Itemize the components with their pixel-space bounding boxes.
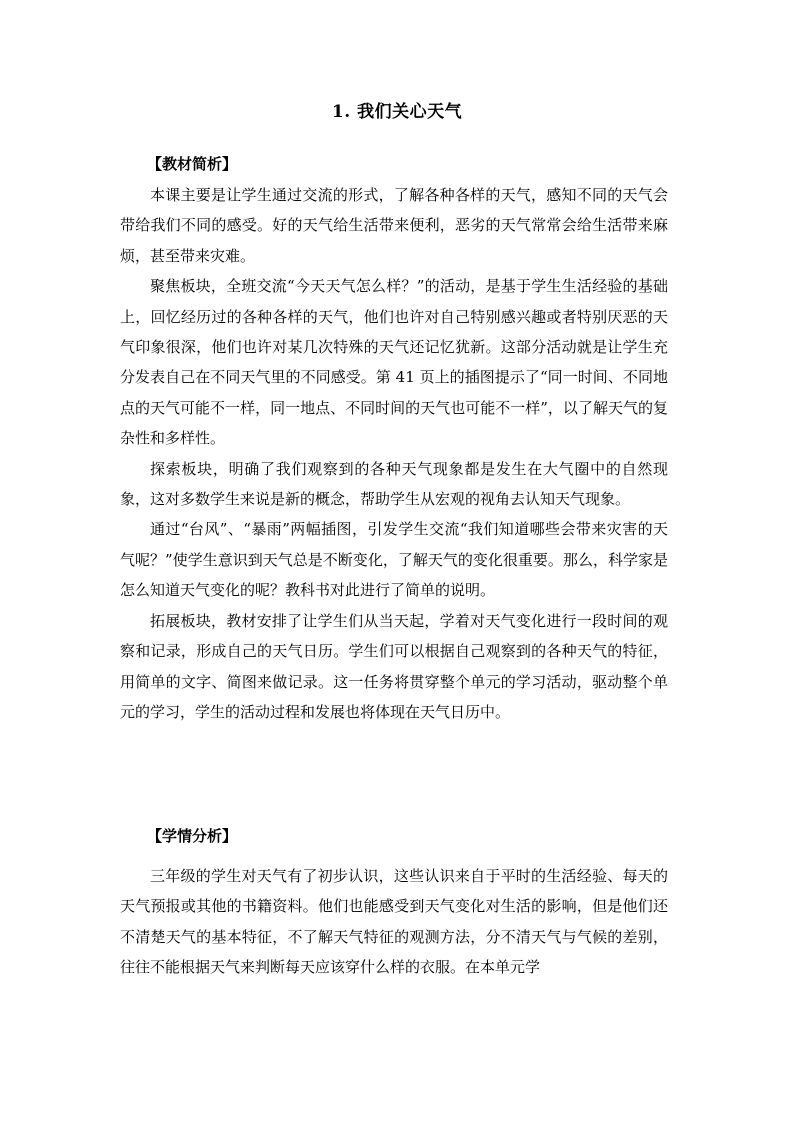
paragraph: 聚焦板块，全班交流“今天天气怎么样？”的活动，是基于学生生活经验的基础上，回忆经历过的各种各样的天气，他们也许对自己特别感兴趣或者特别厌恶的天气印象很深，他们也许对某几次特殊的天气还记忆犹新。这部分活动就是让学生充分发表自己在不同天气里的不同感受。第 41 页上的插图提示了“同一时间、不同地点的天气可能不一样，同一地点、不同时间的天气也可能不一样”，以了解天气的复杂性和多样性。 [120, 277, 668, 448]
paragraph: 探索板块，明确了我们观察到的各种天气现象都是发生在大气圈中的自然现象，这对多数学生来说是新的概念，帮助学生从宏观的视角去认知天气现象。 [120, 459, 668, 509]
section-student-analysis [120, 824, 668, 983]
paragraph: 通过“台风”、“暴雨”两幅插图，引发学生交流“我们知道哪些会带来灾害的天气呢？”使学生意识到天气总是不断变化，了解天气的变化很重要。那么，科学家是怎么知道天气变化的呢？教科书对此进行了简单的说明。 [120, 520, 668, 600]
paragraph: 本课主要是让学生通过交流的形式，了解各种各样的天气，感知不同的天气会带给我们不同的感受。好的天气给生活带来便利，恶劣的天气常常会给生活带来麻烦，甚至带来灾难。 [120, 186, 668, 265]
section-heading: 【教材简析】 [147, 155, 238, 173]
section-textbook-analysis [120, 152, 668, 727]
document-title: 1. 我们关心天气 [331, 102, 463, 122]
section-heading: 【学情分析】 [147, 827, 238, 845]
paragraph: 三年级的学生对天气有了初步认识，这些认识来自于平时的生活经验、每天的天气预报或其他的书籍资料。他们也能感受到天气变化对生活的影响，但是他们还不清楚天气的基本特征，不了解天气特征的观测方法，分不清天气与气候的差别，往往不能根据天气来判断每天应该穿什么样的衣服。在本单元学 [120, 867, 668, 977]
paragraph: 拓展板块，教材安排了让学生们从当天起，学着对天气变化进行一段时间的观察和记录，形成自己的天气日历。学生们可以根据自己观察到的各种天气的特征，用简单的文字、简图来做记录。这一任务将贯穿整个单元的学习活动，驱动整个单元的学习，学生的活动过程和发展也将体现在天气日历中。 [120, 611, 668, 721]
